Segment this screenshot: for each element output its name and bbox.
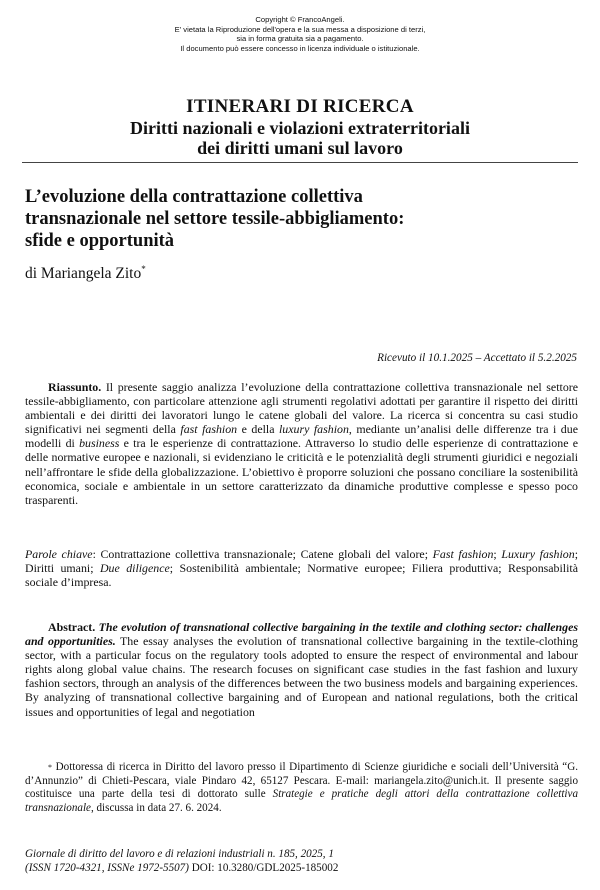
- copyright-notice: [0, 15, 600, 53]
- section-divider: [22, 162, 578, 163]
- title-line: L’evoluzione della contrattazione collettiva: [25, 187, 363, 207]
- abstract-paragraph: [25, 620, 578, 719]
- copyright-line: sia in forma gratuita sia a pagamento.: [236, 34, 364, 44]
- footnote-emphasis: Strategie e pratiche degli attori della contrattazione collettiva transnazionale: [25, 788, 578, 814]
- riassunto-text: e della: [237, 422, 279, 437]
- keywords-emphasis: Fast fashion: [432, 547, 494, 561]
- title-line: transnazionale nel settore tessile-abbigliamento:: [25, 209, 405, 229]
- journal-citation: [25, 847, 578, 875]
- keywords-emphasis: Due diligence: [99, 561, 170, 576]
- keywords-text: ;: [493, 547, 502, 561]
- keywords-paragraph: [25, 547, 578, 589]
- journal-line: [25, 861, 578, 875]
- keywords-label: Parole chiave: [25, 547, 93, 561]
- riassunto-emphasis: fast fashion: [180, 422, 238, 437]
- journal-issn: (ISSN 1720-4321, ISSNe 1972-5507): [25, 862, 189, 874]
- copyright-line: E' vietata la Riproduzione dell'opera e la sua messa a disposizione di terzi,: [174, 24, 426, 34]
- keywords-text: : Contrattazione collettiva transnazionale; Catene globali del valore;: [92, 547, 433, 561]
- riassunto-paragraph: [25, 380, 578, 507]
- abstract-label: Abstract.: [48, 620, 96, 634]
- copyright-line: Il documento può essere concesso in licenza individuale o istituzionale.: [180, 43, 420, 53]
- article-title: [25, 186, 575, 252]
- riassunto-text: , mediante un’analisi delle differenze tra i due modelli di: [25, 422, 578, 451]
- article-author: [25, 264, 146, 283]
- section-subtitle-line: Diritti nazionali e violazioni extraterritoriali: [130, 118, 470, 138]
- author-name: di Mariangela Zito: [25, 265, 142, 283]
- keywords-text: ; Sostenibilità ambientale; Normative europee; Filiera produttiva; Responsabilità sociale d’impresa.: [25, 561, 578, 590]
- journal-doi[interactable]: DOI: 10.3280/GDL2025-185002: [188, 862, 339, 874]
- author-footnote: [25, 761, 578, 815]
- keywords-text: ; Diritti umani;: [25, 547, 578, 576]
- riassunto-text: Il presente saggio analizza l’evoluzione della contrattazione collettiva transnazionale nel settore tessile-abbigliamento, con particolare attenzione agli strumenti regolativi adottati per garantire il rispetto dei diritti ambientali e dei diritti dei lavoratori lungo le catene globali del valore. La ricerca si concentra su casi studio significativi nei segmenti della: [25, 380, 578, 437]
- riassunto-emphasis: luxury fashion: [279, 422, 349, 437]
- abstract-text: The essay analyses the evolution of transnational collective bargaining in the textile-clothing sector, with a particular focus on the regulatory tools adopted to ensure the respect of environmental and labour rights along global value chains. The research focuses on significant case studies in the fast fashion and luxury fashion sectors, through an analysis of the differences between the two business models and bargaining experiences. By analyzing of transnational collective bargaining and of European and national regulations, both the critical issues and opportunities of legal and negotiation: [25, 634, 579, 719]
- keywords-emphasis: Luxury fashion: [501, 547, 575, 561]
- section-subtitle-line: dei diritti umani sul lavoro: [197, 138, 403, 158]
- title-line: sfide e opportunità: [25, 231, 175, 251]
- copyright-line: Copyright © FrancoAngeli.: [255, 15, 345, 24]
- footnote-text: Dottoressa di ricerca in Diritto del lavoro presso il Dipartimento di Scienze giuridiche e sociali dell’Università “G. d’Annunzio” di Chieti-Pescara, viale Pindaro 42, 65127 Pescara. E-mail: mariangela.zito@unich.it. Il presente saggio costituisce una parte della tesi di dottorato sulle: [25, 761, 578, 800]
- abstract-title: The evolution of transnational collective bargaining in the textile and clothing sector: challenges and opportunities.: [25, 620, 578, 649]
- riassunto-emphasis: business: [79, 436, 120, 451]
- author-footnote-mark[interactable]: *: [141, 264, 146, 274]
- journal-line: Giornale di diritto del lavoro e di relazioni industriali n. 185, 2025, 1: [25, 848, 334, 860]
- footnote-text: , discussa in data 27. 6. 2024.: [90, 801, 222, 814]
- section-heading: [0, 96, 600, 158]
- riassunto-label: Riassunto.: [48, 380, 102, 394]
- received-accepted-dates: Ricevuto il 10.1.2025 – Accettato il 5.2.2025: [377, 352, 577, 364]
- riassunto-text: e tra le esperienze di contrattazione. Attraverso lo studio delle esperienze di contrattazione e delle normative europee e nazionali, si evidenziano le criticità e le potenzialità degli strumenti giuridici e negoziali nell’affrontare le sfide della globalizzazione. L’obiettivo è proporre soluzioni che possano conciliare la sostenibilità economica, sociale e ambientale in un settore caratterizzato da dinamiche produttive complesse e spesso poco trasparenti.: [25, 436, 578, 507]
- section-title: ITINERARI DI RICERCA: [186, 96, 414, 117]
- footnote-mark: *: [48, 763, 52, 772]
